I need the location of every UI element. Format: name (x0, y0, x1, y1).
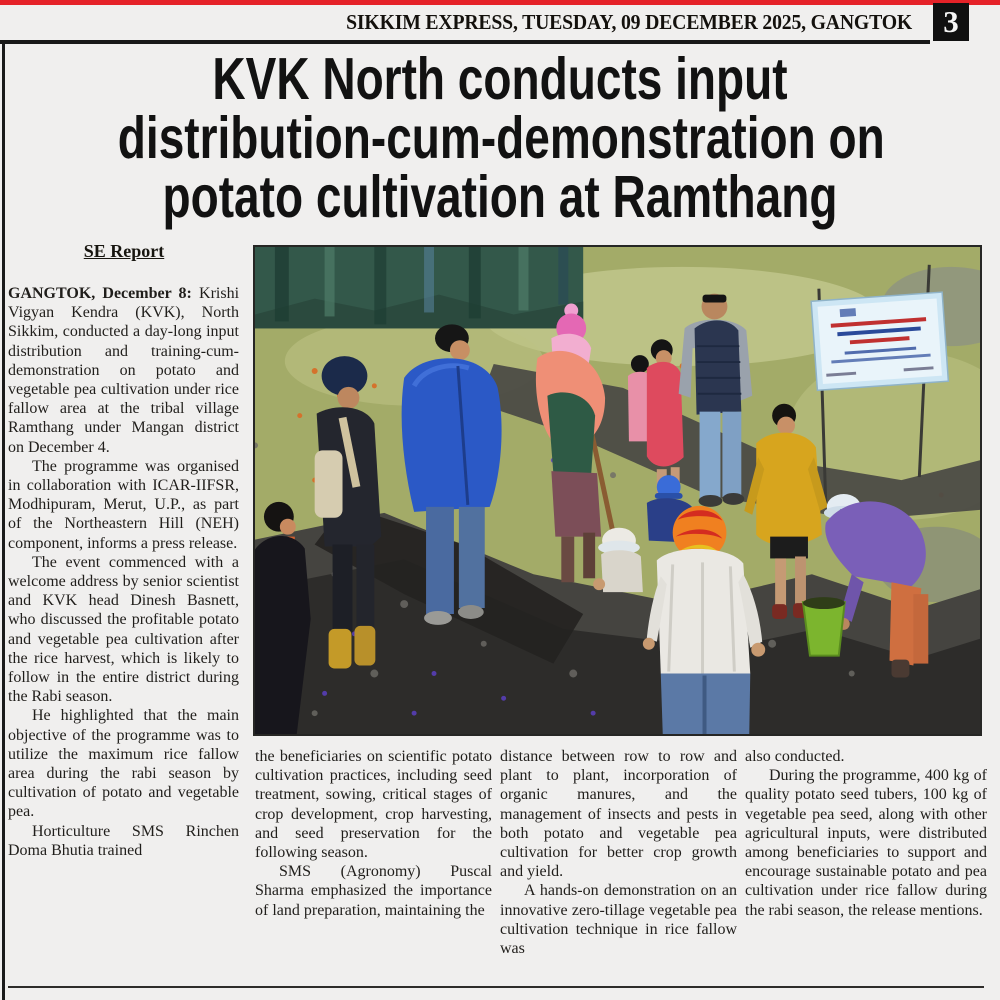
masthead-title: SIKKIM EXPRESS, TUESDAY, 09 DECEMBER 2025, GANGTOK (346, 10, 912, 34)
paragraph: also conducted. (745, 748, 845, 765)
paragraph: SMS (Agronomy) Puscal Sharma emphasized the importance of land preparation, maintaining the (255, 863, 492, 919)
forest-treeline (255, 247, 583, 328)
headline-line-2: distribution-cum-demonstration on (117, 105, 885, 171)
paragraph: Horticulture SMS Rinchen Doma Bhutia trained (8, 822, 239, 859)
article-photo (253, 245, 982, 736)
green-bucket (803, 597, 845, 656)
paragraph: the beneficiaries on scientific potato cultivation practices, including seed treatment, sowing, critical stages of crop development, crop harvesting, and seed preservation for the following season. (255, 748, 492, 862)
article-column-1 (8, 284, 239, 984)
masthead-rule (0, 40, 930, 44)
paragraph: During the programme, 400 kg of quality potato seed tubers, 100 kg of vegetable pea seed, along with other agricultural inputs, were distributed among beneficiaries to support and encourage sustainable potato and pea cultivation under rice fallow during the rabi season, the release mentions. (745, 767, 987, 919)
headline-line-3: potato cultivation at Ramthang (162, 164, 838, 230)
paragraph (8, 284, 239, 457)
page-left-border (2, 44, 5, 1000)
article-column-2 (255, 747, 492, 983)
paragraph: distance between row to row and plant to plant, incorporation of organic manures, and the management of insects and pests in both potato and vegetable pea cultivation for better crop growth and yield. (500, 748, 737, 881)
byline: SE Report (83, 241, 165, 261)
article-column-4 (745, 747, 987, 983)
bottom-section-rule (8, 986, 984, 988)
headline-line-1: KVK North conducts input (212, 46, 788, 112)
paragraph: He highlighted that the main objective of the programme was to utilize the maximum rice fallow area during the rabi season by cultivation of potato and vegetable pea. (8, 707, 239, 821)
paragraph-text: Krishi Vigyan Kendra (KVK), North Sikkim, conducted a day-long input distribution and training-cum-demonstration on potato and vegetable pea cultivation under rice fallow area at the tribal village Ramthang under Mangan district on December 4. (8, 285, 239, 456)
paragraph: The event commenced with a welcome address by senior scientist and KVK head Dinesh Basnett, who discussed the profitable potato and vegetable pea cultivation after the rice harvest, which is likely to follow in the entire district during the Rabi season. (8, 553, 239, 706)
paragraph: A hands-on demonstration on an innovative zero-tillage vegetable pea cultivation technique in rice fallow was (500, 882, 737, 958)
page-number-badge: 3 (933, 3, 969, 41)
article-headline (10, 46, 990, 230)
field-scene (255, 247, 980, 734)
article-column-3 (500, 747, 737, 983)
dateline: GANGTOK, December 8: (8, 285, 192, 302)
masthead (0, 5, 1000, 40)
paragraph: The programme was organised in collaboration with ICAR-IIFSR, Modhipuram, Merut, U.P., as part of the Northeastern Hill (NEH) component, informs a press release. (8, 457, 239, 552)
